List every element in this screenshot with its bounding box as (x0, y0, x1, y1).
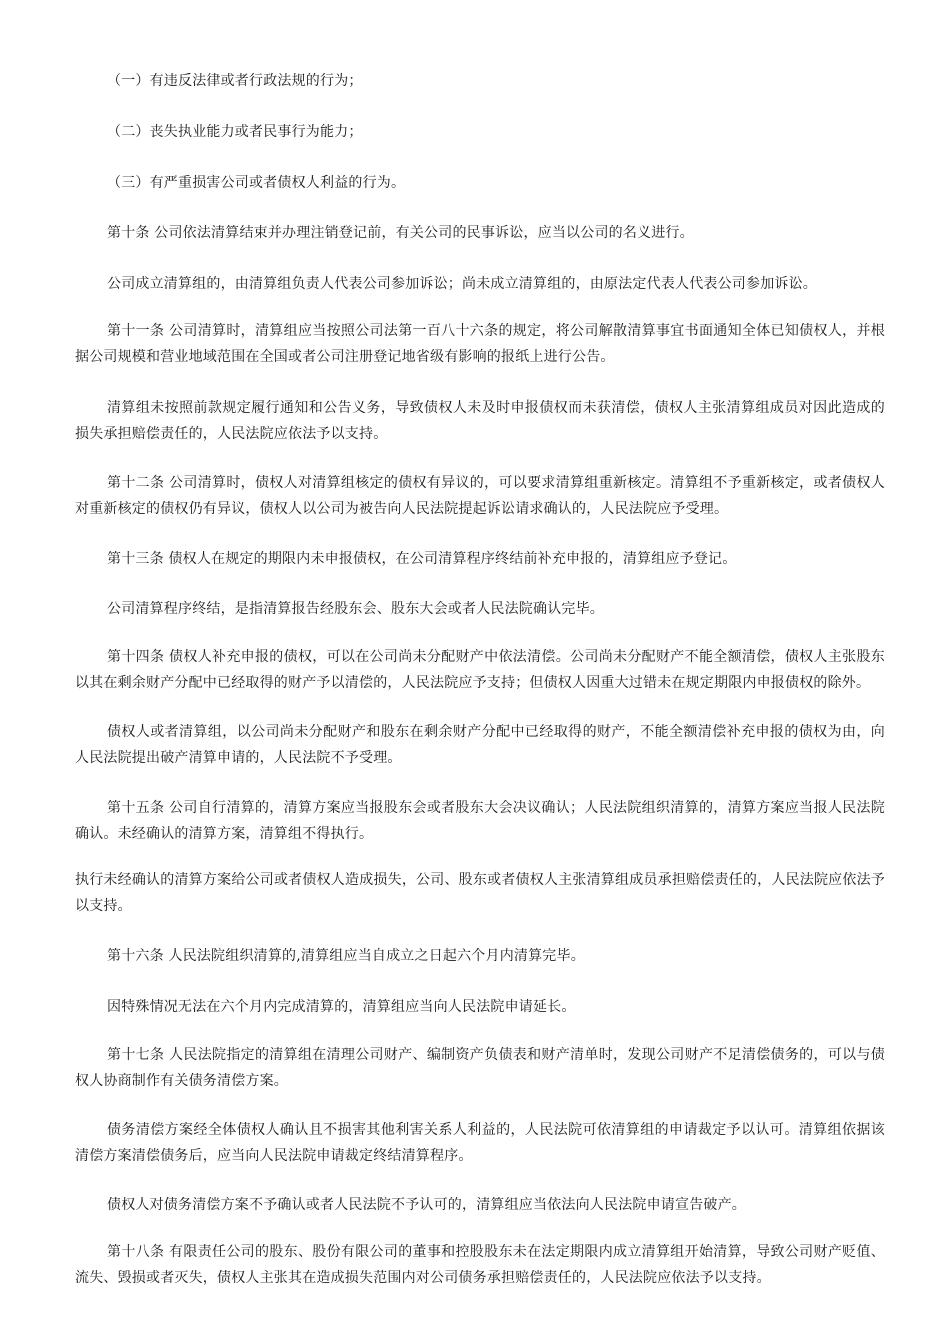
paragraph-article-17: 第十七条 人民法院指定的清算组在清理公司财产、编制资产负债表和财产清单时，发现公司财产不足清偿债务的，可以与债权人协商制作有关债务清偿方案。 (75, 1047, 885, 1089)
paragraph-clause-2: （二）丧失执业能力或者民事行为能力； (107, 124, 363, 140)
paragraph-article-14: 第十四条 债权人补充申报的债权，可以在公司尚未分配财产中依法清偿。公司尚未分配财产不能全额清偿，债权人主张股东以其在剩余财产分配中已经取得的财产予以清偿的，人民法院应予支持；但债权人因重大过错未在规定期限内申报债权的除外。 (75, 649, 885, 691)
paragraph-article-16-note: 因特殊情况无法在六个月内完成清算的，清算组应当向人民法院申请延长。 (107, 999, 576, 1015)
paragraph-article-18: 第十八条 有限责任公司的股东、股份有限公司的董事和控股股东未在法定期限内成立清算组开始清算，导致公司财产贬值、流失、毁损或者灭失，债权人主张其在造成损失范围内对公司债务承担赔偿责任的，人民法院应依法予以支持。 (75, 1244, 885, 1286)
paragraph-clause-1: （一）有违反法律或者行政法规的行为； (107, 73, 363, 89)
paragraph-article-14-note: 债权人或者清算组，以公司尚未分配财产和股东在剩余财产分配中已经取得的财产，不能全额清偿补充申报的债权为由，向人民法院提出破产清算申请的，人民法院不予受理。 (75, 724, 885, 766)
paragraph-article-17-note-1: 债务清偿方案经全体债权人确认且不损害其他利害关系人利益的，人民法院可依清算组的申请裁定予以认可。清算组依据该清偿方案清偿债务后，应当向人民法院申请裁定终结清算程序。 (75, 1122, 885, 1164)
paragraph-article-10-note: 公司成立清算组的，由清算组负责人代表公司参加诉讼；尚未成立清算组的，由原法定代表人代表公司参加诉讼。 (107, 276, 817, 292)
paragraph-article-13: 第十三条 债权人在规定的期限内未申报债权，在公司清算程序终结前补充申报的，清算组应予登记。 (107, 551, 737, 567)
paragraph-article-15-note: 执行未经确认的清算方案给公司或者债权人造成损失，公司、股东或者债权人主张清算组成员承担赔偿责任的，人民法院应依法予以支持。 (75, 872, 885, 914)
paragraph-article-11: 第十一条 公司清算时，清算组应当按照公司法第一百八十六条的规定，将公司解散清算事宜书面通知全体已知债权人，并根据公司规模和营业地域范围在全国或者公司注册登记地省级有影响的报纸上进行公告。 (75, 323, 885, 365)
paragraph-article-15: 第十五条 公司自行清算的，清算方案应当报股东会或者股东大会决议确认；人民法院组织清算的，清算方案应当报人民法院确认。未经确认的清算方案，清算组不得执行。 (75, 800, 885, 842)
paragraph-article-13-note: 公司清算程序终结，是指清算报告经股东会、股东大会或者人民法院确认完毕。 (107, 601, 604, 617)
paragraph-article-11-note: 清算组未按照前款规定履行通知和公告义务，导致债权人未及时申报债权而未获清偿，债权人主张清算组成员对因此造成的损失承担赔偿责任的，人民法院应依法予以支持。 (75, 400, 885, 442)
paragraph-article-12: 第十二条 公司清算时，债权人对清算组核定的债权有异议的，可以要求清算组重新核定。清算组不予重新核定，或者债权人对重新核定的债权仍有异议，债权人以公司为被告向人民法院提起诉讼请求确认的，人民法院应予受理。 (75, 475, 885, 517)
paragraph-article-10: 第十条 公司依法清算结束并办理注销登记前，有关公司的民事诉讼，应当以公司的名义进行。 (107, 225, 694, 241)
paragraph-article-17-note-2: 债权人对债务清偿方案不予确认或者人民法院不予认可的，清算组应当依法向人民法院申请宣告破产。 (107, 1197, 746, 1213)
paragraph-clause-3: （三）有严重损害公司或者债权人利益的行为。 (107, 175, 406, 191)
paragraph-article-16: 第十六条 人民法院组织清算的,清算组应当自成立之日起六个月内清算完毕。 (107, 948, 585, 964)
